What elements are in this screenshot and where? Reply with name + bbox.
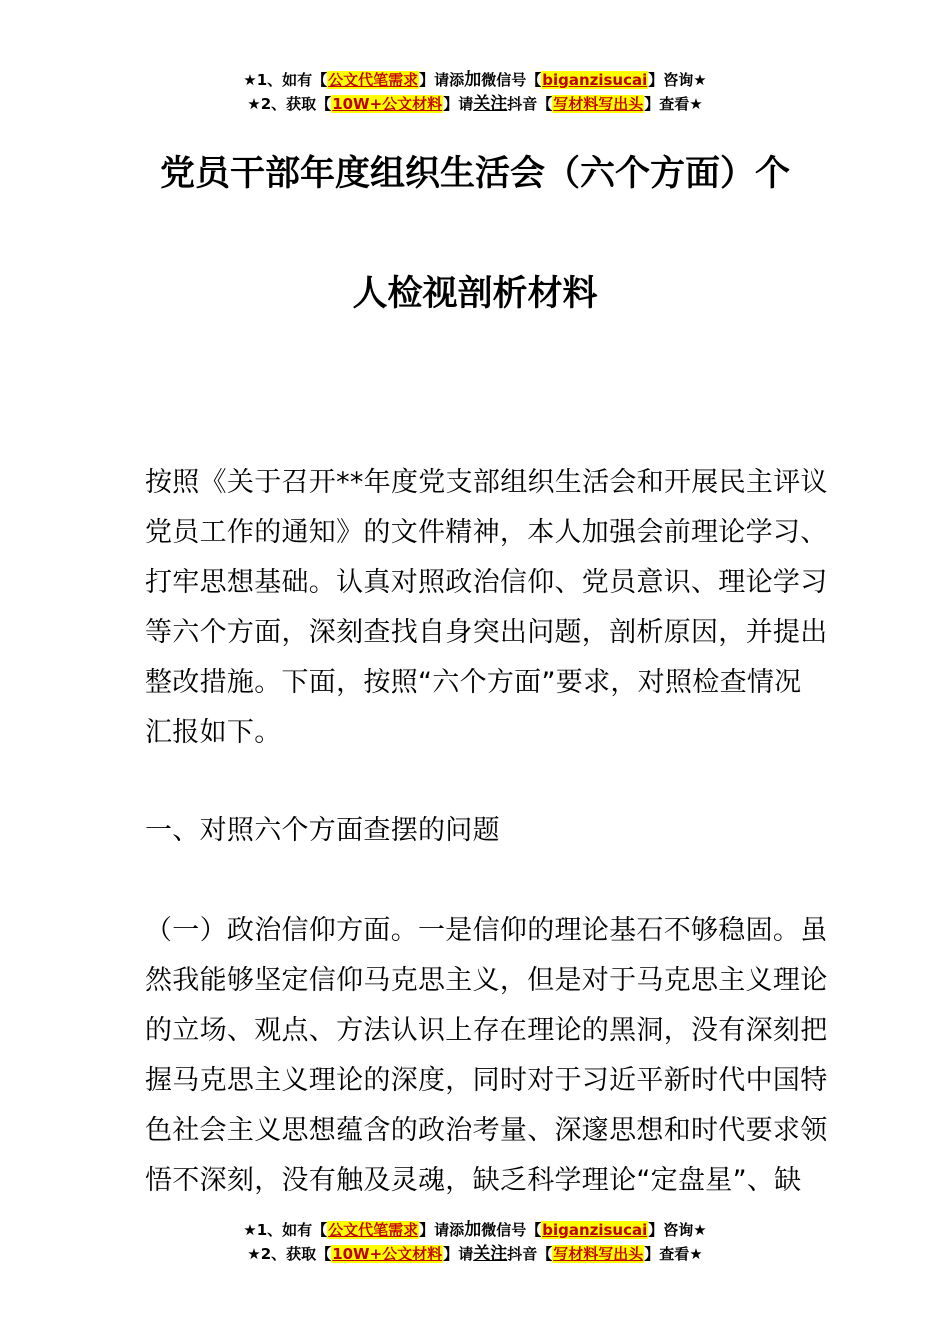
- banner-text: 抖音【: [507, 1245, 553, 1263]
- banner-text: ★2、获取【: [247, 95, 332, 113]
- banner-text: 】咨询★: [648, 71, 707, 89]
- top-banner: [0, 68, 950, 116]
- banner-text: 】请: [443, 95, 474, 113]
- highlight-douyin-account: 写材料写出头: [553, 95, 644, 113]
- bottom-banner: [0, 1218, 950, 1266]
- highlight-service: 公文代笔需求: [328, 71, 419, 89]
- highlight-materials: 10W+公文材料: [332, 95, 443, 113]
- document-title-line-1: 党员干部年度组织生活会（六个方面）个: [159, 154, 790, 194]
- banner-line-2: [0, 1242, 950, 1266]
- section-heading-text: 一、对照六个方面查摆的问题: [145, 815, 500, 846]
- text-line: （一）政治信仰方面。一是信仰的理论基石不够稳固。虽: [145, 915, 828, 946]
- text-line: 等六个方面，深刻查找自身突出问题，剖析原因，并提出: [145, 617, 828, 648]
- banner-text: 】查看★: [644, 1245, 703, 1263]
- text-line: 打牢思想基础。认真对照政治信仰、党员意识、理论学习: [145, 567, 828, 598]
- highlight-douyin-account: 写材料写出头: [553, 1245, 644, 1263]
- banner-text: 】请: [443, 1245, 474, 1263]
- banner-emphasis: 加: [464, 70, 482, 90]
- banner-line-2: [0, 92, 950, 116]
- text-line: 的立场、观点、方法认识上存在理论的黑洞，没有深刻把: [145, 1015, 828, 1046]
- banner-text: ★2、获取【: [247, 1245, 332, 1263]
- text-line: 党员工作的通知》的文件精神，本人加强会前理论学习、: [145, 517, 828, 548]
- highlight-materials: 10W+公文材料: [332, 1245, 443, 1263]
- text-line: 握马克思主义理论的深度，同时对于习近平新时代中国特: [145, 1065, 828, 1096]
- text-line: 然我能够坚定信仰马克思主义，但是对于马克思主义理论: [145, 965, 828, 996]
- highlight-wechat-id: biganzisucai: [542, 71, 648, 89]
- banner-line-1: [0, 68, 950, 92]
- banner-text: ★1、如有【: [243, 1221, 328, 1239]
- banner-text: 】请添: [419, 1221, 465, 1239]
- banner-emphasis: 关注: [473, 94, 508, 114]
- section-heading: [145, 806, 807, 856]
- banner-emphasis: 加: [464, 1220, 482, 1240]
- highlight-service: 公文代笔需求: [328, 1221, 419, 1239]
- text-line: 整改措施。下面，按照“六个方面”要求，对照检查情况: [145, 667, 802, 698]
- text-line: 色社会主义思想蕴含的政治考量、深邃思想和时代要求领: [145, 1115, 828, 1146]
- banner-text: 】咨询★: [648, 1221, 707, 1239]
- banner-text: 】查看★: [644, 95, 703, 113]
- banner-text: 抖音【: [507, 95, 553, 113]
- banner-text: 】请添: [419, 71, 465, 89]
- section-1-paragraph: [145, 906, 828, 1206]
- highlight-wechat-id: biganzisucai: [542, 1221, 648, 1239]
- banner-line-1: [0, 1218, 950, 1242]
- banner-emphasis: 关注: [473, 1244, 508, 1264]
- banner-text: 微信号【: [481, 71, 542, 89]
- text-line: 悟不深刻，没有触及灵魂，缺乏科学理论“定盘星”、缺: [145, 1165, 802, 1196]
- document-title-line-2: 人检视剖析材料: [352, 274, 598, 314]
- intro-paragraph: [145, 458, 828, 758]
- text-line: 汇报如下。: [145, 717, 282, 748]
- banner-text: 微信号【: [481, 1221, 542, 1239]
- text-line: 按照《关于召开**年度党支部组织生活会和开展民主评议: [145, 467, 828, 498]
- banner-text: ★1、如有【: [243, 71, 328, 89]
